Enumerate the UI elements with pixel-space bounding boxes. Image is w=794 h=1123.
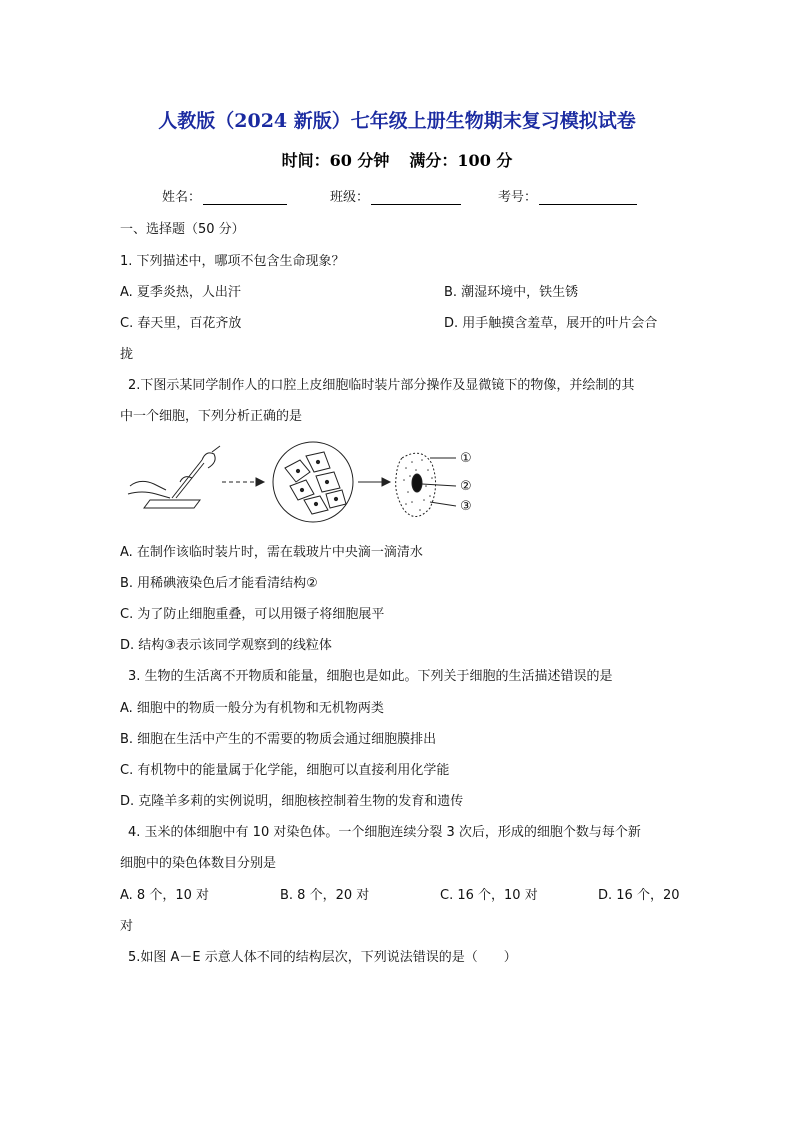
question-4-option-d-continued: 对	[120, 919, 134, 934]
dashed-arrow	[222, 478, 264, 486]
number-label: 考号：	[498, 190, 538, 205]
question-1-option-d-continued: 拢	[120, 347, 134, 362]
solid-arrow	[358, 478, 390, 486]
question-3-option-c[interactable]: C. 有机物中的能量属于化学能，细胞可以直接利用化学能	[120, 763, 450, 778]
question-5-stem: 5.如图 A－E 示意人体不同的结构层次，下列说法错误的是（ ）	[128, 950, 517, 965]
question-4-stem-line1: 4. 玉米的体细胞中有 10 对染色体。一个细胞连续分裂 3 次后，形成的细胞个数与每个新	[128, 825, 641, 840]
section-heading: 一、选择题（50 分）	[120, 222, 245, 237]
question-3-option-b[interactable]: B. 细胞在生活中产生的不需要的物质会通过细胞膜排出	[120, 732, 437, 747]
question-3-stem: 3. 生物的生活离不开物质和能量，细胞也是如此。下列关于细胞的生活描述错误的是	[128, 669, 613, 684]
name-blank[interactable]	[203, 190, 287, 205]
exam-title: 人教版（2024 新版）七年级上册生物期末复习模拟试卷	[158, 110, 636, 132]
question-2-option-b[interactable]: B. 用稀碘液染色后才能看清结构②	[120, 576, 318, 591]
question-2-option-d[interactable]: D. 结构③表示该同学观察到的线粒体	[120, 638, 332, 653]
cell-drawing	[396, 453, 456, 516]
name-label: 姓名：	[162, 190, 202, 205]
figure-label-1: ①	[460, 451, 472, 466]
question-1-option-d[interactable]: D. 用手触摸含羞草，展开的叶片会合	[444, 316, 658, 331]
question-4-option-b[interactable]: B. 8 个，20 对	[280, 888, 370, 903]
figure-label-2: ②	[460, 479, 472, 494]
question-2-option-c[interactable]: C. 为了防止细胞重叠，可以用镊子将细胞展平	[120, 607, 385, 622]
question-2-stem-line2: 中一个细胞，下列分析正确的是	[120, 409, 303, 424]
question-2-stem-line1: 2.下图示某同学制作人的口腔上皮细胞临时装片部分操作及显微镜下的物像，并绘制的其	[128, 378, 635, 393]
question-1-option-c[interactable]: C. 春天里，百花齐放	[120, 316, 242, 331]
question-4-stem-line2: 细胞中的染色体数目分别是	[120, 856, 277, 871]
question-2-option-a[interactable]: A. 在制作该临时装片时，需在载玻片中央滴一滴清水	[120, 545, 423, 560]
question-1-option-a[interactable]: A. 夏季炎热，人出汗	[120, 285, 241, 300]
exam-time: 时间：60 分钟	[281, 151, 390, 170]
slide-preparation-illustration	[128, 446, 220, 508]
question-3-option-a[interactable]: A. 细胞中的物质一般分为有机物和无机物两类	[120, 701, 384, 716]
question-4-option-d[interactable]: D. 16 个，20	[598, 888, 680, 903]
class-blank[interactable]	[371, 190, 461, 205]
question-3-option-d[interactable]: D. 克隆羊多莉的实例说明，细胞核控制着生物的发育和遗传	[120, 794, 464, 809]
cheek-cell-figure	[120, 438, 480, 528]
number-blank[interactable]	[539, 190, 637, 205]
question-4-option-a[interactable]: A. 8 个，10 对	[120, 888, 210, 903]
question-1-stem: 1. 下列描述中，哪项不包含生命现象？	[120, 254, 345, 269]
exam-score: 满分：100 分	[409, 151, 513, 170]
name-field	[162, 186, 287, 205]
figure-label-3: ③	[460, 499, 472, 514]
number-field	[498, 186, 637, 205]
question-4-option-c[interactable]: C. 16 个，10 对	[440, 888, 538, 903]
microscope-field	[273, 442, 353, 522]
class-label: 班级：	[330, 190, 370, 205]
question-1-option-b[interactable]: B. 潮湿环境中，铁生锈	[444, 285, 579, 300]
exam-subtitle	[0, 148, 794, 171]
class-field	[330, 186, 461, 205]
